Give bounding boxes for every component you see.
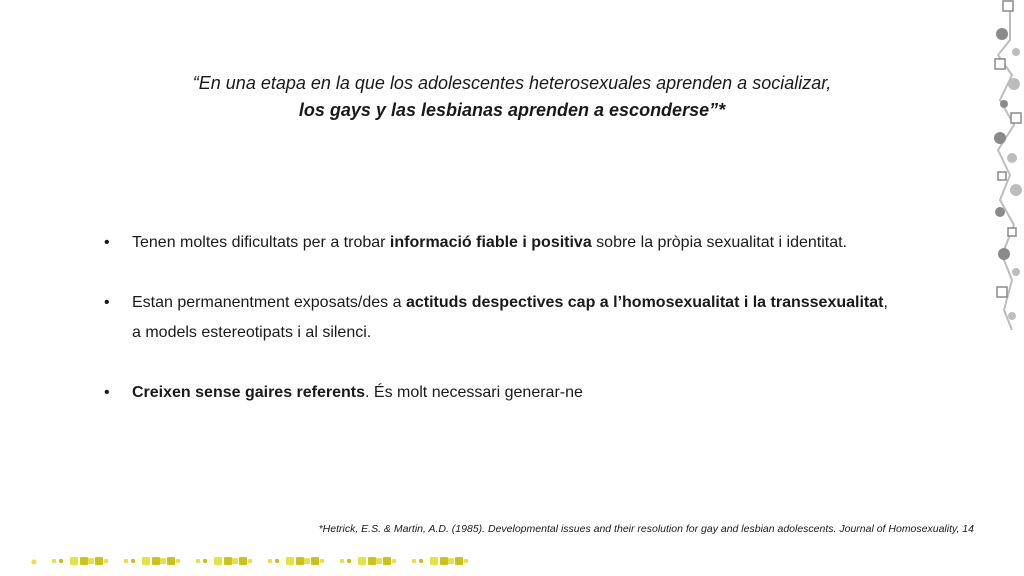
decor-dot: [248, 559, 252, 563]
decorative-dots-bottom: [28, 552, 468, 570]
decor-dot: [286, 557, 294, 565]
decor-dot: [152, 557, 160, 565]
bullet-item-1: [100, 228, 980, 258]
decor-dot: [464, 559, 468, 563]
decor-node: [1010, 184, 1022, 196]
decor-dot: [104, 559, 108, 563]
bullet-marker: •: [104, 294, 110, 311]
decor-dot: [52, 559, 56, 563]
decor-dot: [376, 558, 382, 564]
decor-dot: [232, 558, 238, 564]
quote-block: [120, 70, 904, 124]
decor-dot: [167, 557, 175, 565]
decor-node: [995, 59, 1005, 69]
decor-dot: [275, 559, 279, 563]
decor-dot: [268, 559, 272, 563]
bullet-2-bold: actituds despectives cap a l’homosexualitat i la transsexualitat: [405, 294, 884, 311]
decor-dot: [368, 557, 376, 565]
decor-dot: [392, 559, 396, 563]
bullet-item-3: [100, 378, 980, 408]
decor-dot: [70, 557, 78, 565]
decor-dot: [95, 557, 103, 565]
decor-dot: [340, 559, 344, 563]
decor-dot: [80, 557, 88, 565]
decor-node: [994, 132, 1006, 144]
decor-node: [998, 248, 1010, 260]
decor-node: [996, 28, 1008, 40]
decor-dot: [304, 558, 310, 564]
decor-dot: [224, 557, 232, 565]
bullet-1-tail: sobre la pròpia sexualitat i identitat.: [591, 234, 847, 251]
decor-chain-line: [998, 0, 1014, 330]
decor-node: [1007, 153, 1017, 163]
decor-dot: [196, 559, 200, 563]
bullet-2-line-2: a models estereotipats i al silenci.: [132, 324, 372, 341]
bullet-1-text: Tenen moltes dificultats per a trobar: [132, 234, 390, 251]
decor-dot: [383, 557, 391, 565]
decor-dot: [124, 559, 128, 563]
decor-node: [1008, 312, 1016, 320]
decor-dot: [59, 559, 63, 563]
bullet-list: [100, 228, 980, 408]
bullet-3-bold: Creixen sense gaires referents: [132, 384, 366, 401]
bullet-marker: •: [104, 234, 110, 251]
decor-dot: [214, 557, 222, 565]
decor-dot: [419, 559, 423, 563]
decor-node: [1000, 100, 1008, 108]
decor-dot: [311, 557, 319, 565]
bullet-marker: •: [104, 384, 110, 401]
decor-dot: [203, 559, 207, 563]
decor-node: [998, 172, 1006, 180]
decor-dot: [296, 557, 304, 565]
decor-dot: [88, 558, 94, 564]
decor-node: [995, 207, 1005, 217]
decor-node: [1012, 48, 1020, 56]
footnote-citation: *Hetrick, E.S. & Martin, A.D. (1985). Developmental issues and their resolution for gay and lesbian adolescents. Journal of Homosexuality, 14: [318, 523, 974, 535]
bullet-2-tail: ,: [883, 294, 888, 311]
decor-node: [1003, 1, 1013, 11]
quote-line-2: los gays y las lesbianas aprenden a esconderse”*: [298, 100, 726, 120]
decor-node: [997, 287, 1007, 297]
bullet-2-text: Estan permanentment exposats/des a: [132, 294, 406, 311]
decor-node: [1008, 228, 1016, 236]
decor-dot: [32, 560, 37, 565]
quote-line-1: “En una etapa en la que los adolescentes heterosexuales aprenden a socializar,: [192, 73, 832, 93]
decor-dot: [448, 558, 454, 564]
decorative-chain-right: [990, 0, 1024, 330]
decor-node: [1011, 113, 1021, 123]
decor-node: [1008, 78, 1020, 90]
decor-dot: [430, 557, 438, 565]
decor-dot: [347, 559, 351, 563]
decor-dot: [455, 557, 463, 565]
decor-dot: [358, 557, 366, 565]
decor-dot: [412, 559, 416, 563]
decor-dot: [160, 558, 166, 564]
decor-dot: [320, 559, 324, 563]
decor-dot: [176, 559, 180, 563]
decor-dot: [239, 557, 247, 565]
decor-dot: [131, 559, 135, 563]
decor-dot: [440, 557, 448, 565]
decor-node: [1012, 268, 1020, 276]
bullet-item-2: [100, 288, 980, 348]
decor-dot: [142, 557, 150, 565]
bullet-3-tail: . És molt necessari generar-ne: [365, 384, 583, 401]
bullet-1-bold: informació fiable i positiva: [389, 234, 592, 251]
